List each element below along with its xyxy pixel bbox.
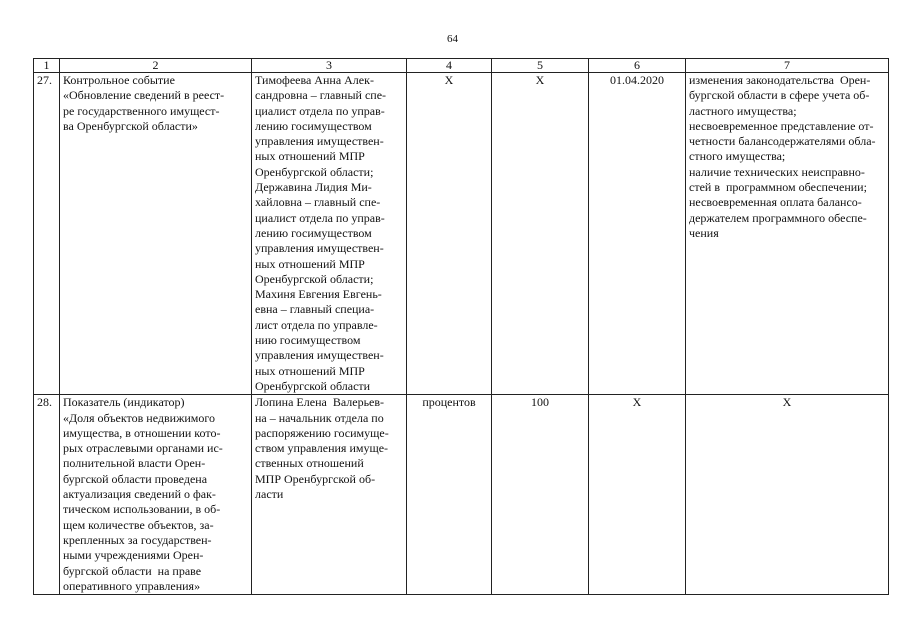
value-cell: 100 — [492, 395, 589, 595]
column-header-1: 1 — [34, 59, 60, 73]
column-header-6: 6 — [589, 59, 686, 73]
event-cell: Контрольное событие «Обновление сведений в реест- ре государственного имущест- ва Оренбургской области» — [60, 73, 252, 395]
table-row — [34, 73, 889, 395]
table-row — [34, 395, 889, 595]
risks-cell: изменения законодательства Орен- бургской области в сфере учета об- ластного имущества; несвоевременное представление от- четности балансодержателями обла- стного имущества; наличие технических неисправно- стей в программном обеспечении; несвоевременная оплата балансо- держателем программного обеспе- чения — [686, 73, 889, 395]
page-number: 64 — [447, 33, 458, 45]
responsible-cell: Тимофеева Анна Алек- сандровна – главный спе- циалист отдела по управ- лению госимуществом управления имуществен- ных отношений МПР Оренбургской области; Державина Лидия Ми- хайловна – главный спе- циалист отдела по управ- лению госимуществом управления имуществен- ных отношений МПР Оренбургской области; Махиня Евгения Евгень- евна – главный специа- лист отдела по управле- нию госимуществом управления имуществен- ных отношений МПР Оренбургской области — [252, 73, 407, 395]
column-header-5: 5 — [492, 59, 589, 73]
column-header-7: 7 — [686, 59, 889, 73]
unit-cell: X — [407, 73, 492, 395]
unit-cell: процентов — [407, 395, 492, 595]
plan-table — [33, 58, 889, 595]
date-cell: X — [589, 395, 686, 595]
event-cell: Показатель (индикатор) «Доля объектов недвижимого имущества, в отношении кото- рых отраслевыми органами ис- полнительной власти Орен- бургской области проведена актуализация сведений о фак- тическом использовании, в об- щем количестве объектов, за- крепленных за государствен- ными учреждениями Орен- бургской области на праве оперативного управления» — [60, 395, 252, 595]
risks-cell: X — [686, 395, 889, 595]
header-row — [34, 59, 889, 73]
column-header-4: 4 — [407, 59, 492, 73]
date-cell: 01.04.2020 — [589, 73, 686, 395]
responsible-cell: Лопина Елена Валерьев- на – начальник отдела по распоряжению госимуще- ством управления имуще- ственных отношений МПР Оренбургской об- ласти — [252, 395, 407, 595]
row-number: 27. — [34, 73, 60, 395]
column-header-3: 3 — [252, 59, 407, 73]
value-cell: X — [492, 73, 589, 395]
row-number: 28. — [34, 395, 60, 595]
column-header-2: 2 — [60, 59, 252, 73]
